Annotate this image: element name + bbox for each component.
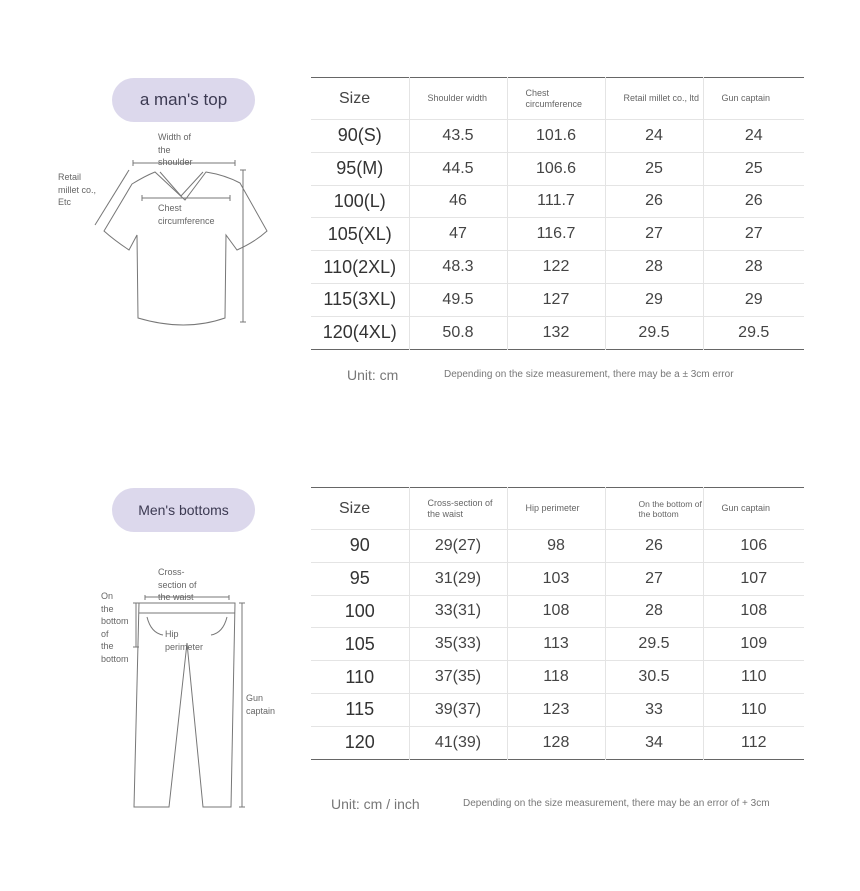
table-cell: 127: [507, 283, 605, 316]
size-cell: 95(M): [336, 158, 384, 179]
table-cell: 28: [605, 251, 703, 284]
table-row: [311, 218, 804, 251]
top-unit-label: Unit: cm: [347, 367, 399, 383]
retail-length-label: Retail millet co., Etc: [58, 172, 97, 207]
table-row: [311, 316, 804, 349]
header-gun-captain: Gun captain: [703, 78, 804, 120]
waist-label: Cross- section of the waist: [158, 567, 197, 602]
header-waist: Cross-section of the waist: [409, 488, 507, 530]
table-row: [311, 595, 804, 628]
table-row: [311, 152, 804, 185]
table-cell: 33(31): [409, 595, 507, 628]
table-cell: 31(29): [409, 562, 507, 595]
size-cell: 115(3XL): [323, 289, 397, 310]
table-cell: 101.6: [507, 120, 605, 153]
table-cell: 48.3: [409, 251, 507, 284]
table-cell: 30.5: [605, 661, 703, 694]
table-cell: 27: [605, 218, 703, 251]
top-error-note: Depending on the size measurement, there may be a ± 3cm error: [444, 369, 734, 380]
table-cell: 35(33): [409, 628, 507, 661]
table-row: [311, 661, 804, 694]
table-row: [311, 693, 804, 726]
table-cell: 39(37): [409, 693, 507, 726]
table-cell: 37(35): [409, 661, 507, 694]
size-cell: 90: [349, 535, 370, 556]
table-cell: 106: [703, 530, 804, 563]
table-header-row: [311, 488, 804, 530]
table-row: [311, 251, 804, 284]
table-cell: 108: [703, 595, 804, 628]
pants-length-label: Gun captain: [246, 693, 276, 716]
table-row: [311, 628, 804, 661]
table-cell: 26: [605, 185, 703, 218]
table-cell: 108: [507, 595, 605, 628]
table-cell: 29.5: [703, 316, 804, 349]
header-size: Size: [339, 500, 371, 517]
header-rise: On the bottom of the bottom: [605, 488, 703, 530]
table-row: [311, 185, 804, 218]
table-cell: 107: [703, 562, 804, 595]
chest-circumference-label: Chest circumference: [158, 203, 215, 226]
table-cell: 41(39): [409, 726, 507, 759]
header-shoulder-width: Shoulder width: [409, 78, 507, 120]
bottom-unit-label: Unit: cm / inch: [331, 796, 420, 812]
top-size-table: [311, 77, 804, 350]
table-cell: 33: [605, 693, 703, 726]
header-gun-captain: Gun captain: [703, 488, 804, 530]
table-cell: 106.6: [507, 152, 605, 185]
table-cell: 25: [605, 152, 703, 185]
shirt-sketch: [85, 160, 285, 335]
table-cell: 118: [507, 661, 605, 694]
table-row: [311, 562, 804, 595]
size-cell: 120(4XL): [322, 322, 397, 343]
table-cell: 29: [605, 283, 703, 316]
table-row: [311, 120, 804, 153]
table-cell: 128: [507, 726, 605, 759]
bottom-size-table: [311, 487, 804, 760]
header-chest-circumference: Chest circumference: [507, 78, 605, 120]
size-cell: 100: [344, 600, 375, 621]
table-cell: 44.5: [409, 152, 507, 185]
table-cell: 132: [507, 316, 605, 349]
table-cell: 113: [507, 628, 605, 661]
table-cell: 29: [703, 283, 804, 316]
table-cell: 26: [703, 185, 804, 218]
size-cell: 115: [345, 699, 375, 720]
table-cell: 43.5: [409, 120, 507, 153]
table-cell: 116.7: [507, 218, 605, 251]
size-cell: 110: [345, 666, 375, 687]
table-cell: 27: [605, 562, 703, 595]
table-cell: 123: [507, 693, 605, 726]
header-size: Size: [339, 90, 371, 107]
table-cell: 50.8: [409, 316, 507, 349]
table-cell: 122: [507, 251, 605, 284]
top-section-title: a man's top: [112, 78, 255, 122]
shoulder-width-label: Width of the shoulder: [158, 132, 193, 167]
table-cell: 34: [605, 726, 703, 759]
table-cell: 27: [703, 218, 804, 251]
table-cell: 103: [507, 562, 605, 595]
size-cell: 105: [344, 633, 375, 654]
table-cell: 46: [409, 185, 507, 218]
table-cell: 28: [605, 595, 703, 628]
table-row: [311, 530, 804, 563]
table-header-row: [311, 78, 804, 120]
size-cell: 110(2XL): [323, 256, 397, 277]
size-cell: 105(XL): [327, 223, 392, 244]
bottom-error-note: Depending on the size measurement, there may be an error of + 3cm: [463, 798, 770, 809]
header-hip-perimeter: Hip perimeter: [507, 488, 605, 530]
table-cell: 49.5: [409, 283, 507, 316]
header-retail-length: Retail millet co., ltd: [605, 78, 703, 120]
table-cell: 98: [507, 530, 605, 563]
size-cell: 100(L): [333, 190, 386, 211]
bottom-section-title: Men's bottoms: [112, 488, 255, 532]
table-cell: 26: [605, 530, 703, 563]
table-cell: 28: [703, 251, 804, 284]
size-cell: 95: [349, 568, 370, 589]
rise-label: On the bottom of the bottom: [101, 591, 129, 664]
table-cell: 29.5: [605, 628, 703, 661]
hip-perimeter-label: Hip perimeter: [165, 629, 204, 652]
size-cell: 90(S): [337, 125, 382, 146]
table-cell: 24: [703, 120, 804, 153]
table-cell: 47: [409, 218, 507, 251]
table-cell: 110: [703, 693, 804, 726]
table-cell: 29(27): [409, 530, 507, 563]
table-row: [311, 726, 804, 759]
table-cell: 29.5: [605, 316, 703, 349]
table-row: [311, 283, 804, 316]
table-cell: 109: [703, 628, 804, 661]
table-cell: 25: [703, 152, 804, 185]
table-cell: 110: [703, 661, 804, 694]
table-cell: 24: [605, 120, 703, 153]
table-cell: 112: [703, 726, 804, 759]
table-cell: 111.7: [507, 185, 605, 218]
size-cell: 120: [344, 732, 375, 753]
